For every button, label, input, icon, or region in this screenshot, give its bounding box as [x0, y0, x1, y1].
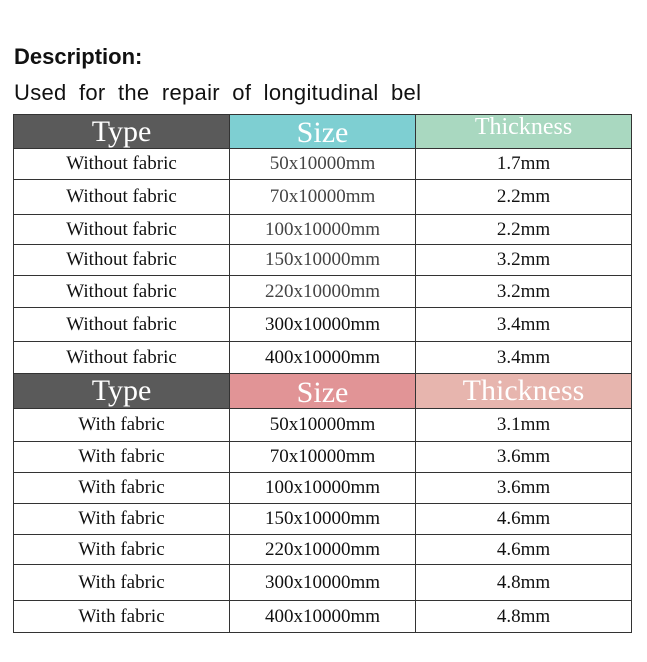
- header-size: Size: [230, 115, 416, 149]
- table-row: [14, 245, 632, 276]
- table-row: [14, 442, 632, 473]
- blank-overlay: [455, 20, 647, 128]
- cell-thickness: 4.6mm: [416, 504, 632, 535]
- table-row: [14, 409, 632, 442]
- cell-size: 300x10000mm: [230, 308, 416, 342]
- cell-size: 100x10000mm: [230, 473, 416, 504]
- cell-size: 300x10000mm: [230, 565, 416, 601]
- cell-size: 50x10000mm: [230, 409, 416, 442]
- cell-type: With fabric: [14, 442, 230, 473]
- description-title: Description:: [14, 44, 143, 69]
- cell-type: Without fabric: [14, 308, 230, 342]
- cell-type: With fabric: [14, 535, 230, 565]
- header-type: Type: [14, 115, 230, 149]
- cell-type: With fabric: [14, 504, 230, 535]
- cell-thickness: 3.6mm: [416, 442, 632, 473]
- cell-type: Without fabric: [14, 245, 230, 276]
- cell-thickness: 1.7mm: [416, 149, 632, 180]
- cell-thickness: 3.2mm: [416, 245, 632, 276]
- cell-size: 400x10000mm: [230, 601, 416, 633]
- table-row: [14, 535, 632, 565]
- cell-size: 220x10000mm: [230, 535, 416, 565]
- table-row: [14, 504, 632, 535]
- cell-type: Without fabric: [14, 342, 230, 374]
- cell-type: Without fabric: [14, 276, 230, 308]
- cell-thickness: 4.6mm: [416, 535, 632, 565]
- cell-thickness: 4.8mm: [416, 601, 632, 633]
- table-header-row: [14, 115, 632, 149]
- table-row: [14, 180, 632, 215]
- cell-thickness: 3.1mm: [416, 409, 632, 442]
- cell-type: Without fabric: [14, 180, 230, 215]
- cell-size: 220x10000mm: [230, 276, 416, 308]
- cell-size: 100x10000mm: [230, 215, 416, 245]
- table-row: [14, 308, 632, 342]
- cell-type: With fabric: [14, 409, 230, 442]
- cell-size: 400x10000mm: [230, 342, 416, 374]
- spec-table-without-fabric: [13, 114, 632, 374]
- table-row: [14, 473, 632, 504]
- cell-thickness: 3.6mm: [416, 473, 632, 504]
- header-thickness: Thickness: [416, 374, 632, 409]
- cell-thickness: 2.2mm: [416, 215, 632, 245]
- table-row: [14, 565, 632, 601]
- cell-thickness: 3.4mm: [416, 308, 632, 342]
- cell-size: 150x10000mm: [230, 504, 416, 535]
- cell-type: Without fabric: [14, 215, 230, 245]
- cell-size: 150x10000mm: [230, 245, 416, 276]
- table-row: [14, 601, 632, 633]
- cell-size: 70x10000mm: [230, 180, 416, 215]
- header-size: Size: [230, 374, 416, 409]
- cell-type: With fabric: [14, 601, 230, 633]
- cell-size: 70x10000mm: [230, 442, 416, 473]
- cell-type: With fabric: [14, 473, 230, 504]
- spec-table-with-fabric: [13, 373, 632, 633]
- cell-thickness: 3.2mm: [416, 276, 632, 308]
- table-row: [14, 215, 632, 245]
- cell-thickness: 2.2mm: [416, 180, 632, 215]
- cell-size: 50x10000mm: [230, 149, 416, 180]
- table-row: [14, 342, 632, 374]
- table-row: [14, 149, 632, 180]
- table-row: [14, 276, 632, 308]
- cell-type: With fabric: [14, 565, 230, 601]
- cell-thickness: 3.4mm: [416, 342, 632, 374]
- cell-thickness: 4.8mm: [416, 565, 632, 601]
- header-type: Type: [14, 374, 230, 409]
- table-header-row: [14, 374, 632, 409]
- description-text: Used for the repair of longitudinal bel: [14, 80, 422, 105]
- header-thickness: Thickness: [416, 115, 632, 149]
- cell-type: Without fabric: [14, 149, 230, 180]
